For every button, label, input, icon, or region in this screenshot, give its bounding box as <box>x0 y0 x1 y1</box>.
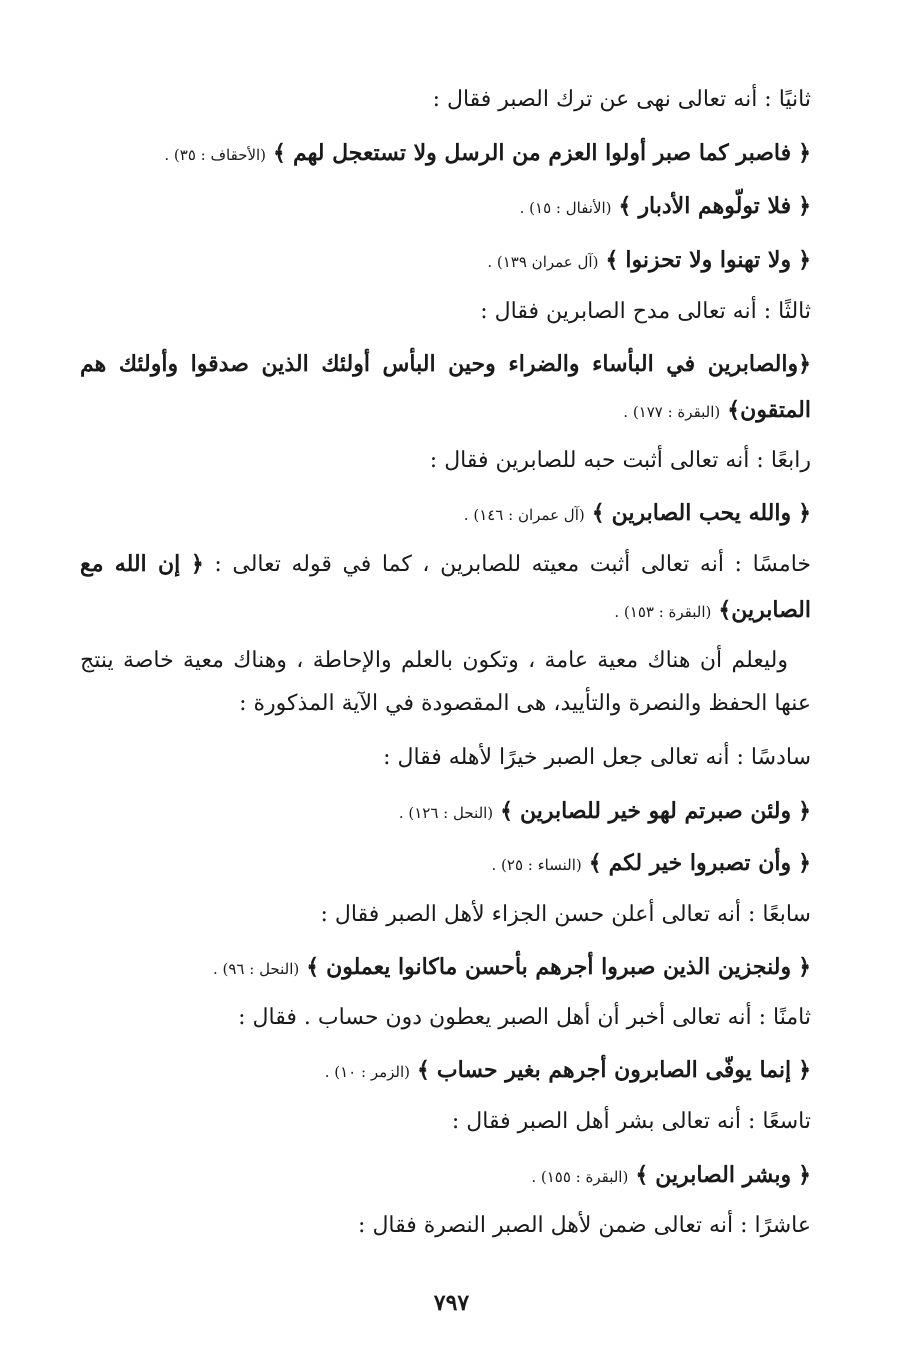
text-line: عاشرًا : أنه تعالى ضمن لأهل الصبر النصرة فقال : <box>358 1213 811 1238</box>
text-line: رابعًا : أنه تعالى أثبت حبه للصابرين فقال : <box>429 448 811 473</box>
verse-open-bracket: ﴿ <box>798 351 811 377</box>
paragraph-line-1 <box>80 643 788 679</box>
point-6-heading <box>80 740 811 776</box>
verse-text: والصابرين في البأساء والضراء وحين البأس أولئك الذين صدقوا وأولئك هم <box>80 351 799 377</box>
verse-text: إن الله مع <box>80 551 181 577</box>
verse-reference: (آل عمران ١٣٩) . <box>487 253 599 271</box>
verse-reference: (الأحقاف : ٣٥) . <box>164 146 267 164</box>
text-line: سابعًا : أنه تعالى أعلن حسن الجزاء لأهل الصبر فقال : <box>320 902 811 927</box>
quran-verse-ahqaf-35 <box>80 135 811 173</box>
verse-close-bracket: ﴾ <box>500 798 514 824</box>
verse-text: فاصبر كما صبر أولوا العزم من الرسل ولا تستعجل لهم <box>292 140 792 166</box>
quran-verse-zumar-10 <box>80 1052 811 1090</box>
quran-verse-aal-imran-146 <box>80 495 811 533</box>
verse-text: المتقون <box>740 397 811 423</box>
page-number: ٧٩٧ <box>433 1290 470 1316</box>
verse-open-bracket: ﴿ <box>798 954 811 980</box>
verse-open-bracket: ﴿ <box>798 850 811 876</box>
verse-text: فلا تولّوهم الأدبار <box>638 193 792 219</box>
quran-verse-baqarah-177-line1 <box>80 346 811 383</box>
verse-text: ولا تهنوا ولا تحزنوا <box>625 247 792 273</box>
text-line: خامسًا : أنه تعالى أثبت معيته للصابرين ، كما في قوله تعالى : <box>214 552 811 577</box>
verse-open-bracket: ﴿ <box>798 193 811 219</box>
verse-open-bracket: ﴿ <box>798 500 811 526</box>
text-line: عنها الحفظ والنصرة والتأييد، هى المقصودة في الآية المذكورة : <box>239 691 811 716</box>
quran-verse-baqarah-155 <box>80 1157 811 1195</box>
text-line: ثامنًا : أنه تعالى أخبر أن أهل الصبر يعطون دون حساب . فقال : <box>238 1005 811 1030</box>
verse-text: ولئن صبرتم لهو خير للصابرين <box>520 798 792 824</box>
verse-close-bracket: ﴾ <box>618 193 632 219</box>
verse-text: إنما يوفّى الصابرون أجرهم بغير حساب <box>436 1057 792 1083</box>
text-line: سادسًا : أنه تعالى جعل الصبر خيرًا لأهله فقال : <box>383 745 811 770</box>
verse-open-bracket: ﴿ <box>190 551 204 577</box>
verse-reference: (الزمر : ١٠) . <box>324 1063 411 1081</box>
verse-reference: (النساء : ٢٥) . <box>491 856 582 874</box>
verse-reference: (البقرة : ١٥٣) . <box>614 603 712 621</box>
verse-close-bracket: ﴾ <box>417 1057 430 1083</box>
point-2-heading <box>80 82 811 118</box>
verse-open-bracket: ﴿ <box>798 1057 811 1083</box>
verse-open-bracket: ﴿ <box>798 798 811 824</box>
verse-close-bracket: ﴾ <box>727 397 741 423</box>
paragraph-line-2 <box>80 686 811 722</box>
verse-reference: (البقرة : ١٧٧) . <box>623 403 721 421</box>
text-line: تاسعًا : أنه تعالى بشر أهل الصبر فقال : <box>451 1109 811 1134</box>
verse-text: الصابرين <box>731 597 811 623</box>
text-line: ثالثًا : أنه تعالى مدح الصابرين فقال : <box>480 299 811 324</box>
verse-reference: (آل عمران : ١٤٦) . <box>463 506 585 524</box>
quran-verse-aal-imran-139 <box>80 242 811 280</box>
verse-reference: (الأنفال : ١٥) . <box>519 199 612 217</box>
verse-close-bracket: ﴾ <box>306 954 320 980</box>
point-5-line1 <box>80 546 811 583</box>
verse-reference: (البقرة : ١٥٥) . <box>531 1168 629 1186</box>
verse-close-bracket: ﴾ <box>273 140 286 166</box>
point-9-heading <box>80 1104 811 1140</box>
verse-close-bracket: ﴾ <box>605 247 619 273</box>
point-10-heading <box>80 1208 811 1244</box>
verse-close-bracket: ﴾ <box>588 850 602 876</box>
verse-close-bracket: ﴾ <box>591 500 605 526</box>
quran-verse-anfal-15 <box>80 188 811 226</box>
verse-reference: (النحل : ٩٦) . <box>212 960 300 978</box>
point-5-line2 <box>80 592 811 630</box>
verse-close-bracket: ﴾ <box>635 1162 649 1188</box>
verse-text: وبشر الصابرين <box>655 1162 792 1188</box>
verse-open-bracket: ﴿ <box>798 1162 811 1188</box>
quran-verse-nahl-96 <box>80 949 811 987</box>
point-4-heading <box>80 443 811 479</box>
quran-verse-nisa-25 <box>80 845 811 883</box>
verse-text: والله يحب الصابرين <box>611 500 792 526</box>
quran-verse-baqarah-177-line2 <box>80 392 811 430</box>
verse-open-bracket: ﴿ <box>798 140 811 166</box>
verse-text: ولنجزين الذين صبروا أجرهم بأحسن ماكانوا يعملون <box>326 954 792 980</box>
quran-verse-nahl-126 <box>80 793 811 831</box>
text-line: وليعلم أن هناك معية عامة ، وتكون بالعلم والإحاطة ، وهناك معية خاصة ينتج <box>80 648 788 673</box>
point-3-heading <box>80 294 811 330</box>
text-line: ثانيًا : أنه تعالى نهى عن ترك الصبر فقال : <box>432 87 811 112</box>
verse-close-bracket: ﴾ <box>718 597 732 623</box>
point-8-heading <box>80 1000 811 1036</box>
verse-open-bracket: ﴿ <box>798 247 811 273</box>
verse-text: وأن تصبروا خير لكم <box>608 850 792 876</box>
verse-reference: (النحل : ١٢٦) . <box>398 804 494 822</box>
point-7-heading <box>80 897 811 933</box>
